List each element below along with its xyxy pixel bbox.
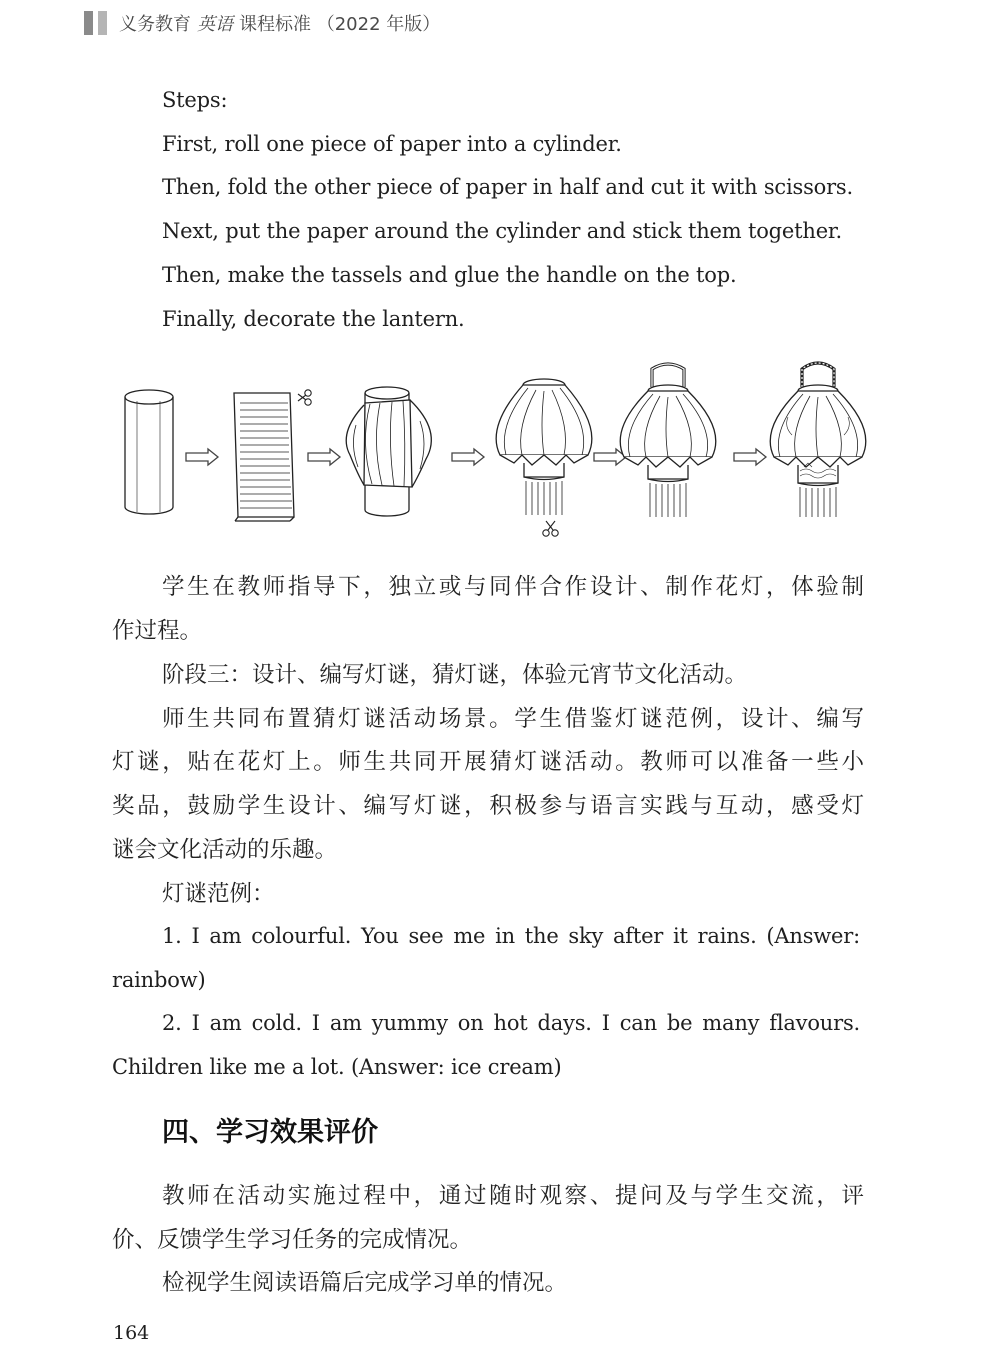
page-number: 164 <box>113 1322 150 1344</box>
riddle-label: 灯谜范例： <box>162 881 275 907</box>
arrow-icon <box>452 449 484 465</box>
steps-title: Steps: <box>162 88 228 112</box>
section-4-line-3: 检视学生阅读语篇后完成学习单的情况。 <box>162 1270 568 1296</box>
paper-around-cylinder-illustration <box>346 387 431 516</box>
paragraph-3-line-2: 灯谜，贴在花灯上。师生共同开展猜灯谜活动。教师可以准备一些小 <box>112 749 864 775</box>
header-title: 义务教育 英语 课程标准 （2022 年版） <box>119 14 441 35</box>
stage-three-line: 阶段三：设计、编写灯谜，猜灯谜，体验元宵节文化活动。 <box>162 662 748 688</box>
lantern-steps-figure <box>112 355 872 545</box>
step-line-2: Then, fold the other piece of paper in half and cut it with scissors. <box>162 175 853 199</box>
step-line-4: Then, make the tassels and glue the handle on the top. <box>162 263 737 287</box>
riddle-2-line-2: Children like me a lot. (Answer: ice cream) <box>112 1055 562 1079</box>
decorated-lantern-illustration <box>770 363 866 517</box>
step-line-1: First, roll one piece of paper into a cylinder. <box>162 132 622 156</box>
section-4-line-1: 教师在活动实施过程中，通过随时观察、提问及与学生交流，评 <box>162 1183 864 1209</box>
step-line-5: Finally, decorate the lantern. <box>162 307 465 331</box>
paragraph-1-line-2: 作过程。 <box>112 618 203 644</box>
lantern-tassels-illustration <box>496 379 592 536</box>
paragraph-3-line-3: 奖品，鼓励学生设计、编写灯谜，积极参与语言实践与互动，感受灯 <box>112 793 864 819</box>
arrow-icon <box>308 449 340 465</box>
step-line-3: Next, put the paper around the cylinder and stick them together. <box>162 219 842 243</box>
scissors-icon <box>543 521 558 536</box>
riddle-1-line-2: rainbow) <box>112 968 206 992</box>
running-header <box>84 8 440 38</box>
section-4-line-2: 价、反馈学生学习任务的完成情况。 <box>112 1227 473 1253</box>
header-bar-mark-light <box>98 11 107 35</box>
paragraph-3-line-1: 师生共同布置猜灯谜活动场景。学生借鉴灯谜范例，设计、编写 <box>162 706 864 732</box>
riddle-2-line-1: 2. I am cold. I am yummy on hot days. I can be many flavours. <box>162 1011 860 1035</box>
cylinder-illustration <box>125 390 173 514</box>
arrow-icon <box>734 449 766 465</box>
paragraph-1-line-1: 学生在教师指导下，独立或与同伴合作设计、制作花灯，体验制 <box>162 574 864 600</box>
arrow-icon <box>186 449 218 465</box>
header-bar-mark <box>84 11 93 35</box>
lantern-handle-illustration <box>620 364 716 517</box>
riddle-1-line-1: 1. I am colourful. You see me in the sky after it rains. (Answer: <box>162 924 860 948</box>
section-4-heading: 四、学习效果评价 <box>162 1117 378 1148</box>
folded-paper-illustration <box>234 390 311 521</box>
scissors-icon <box>298 390 311 405</box>
paragraph-3-line-4: 谜会文化活动的乐趣。 <box>112 837 338 863</box>
